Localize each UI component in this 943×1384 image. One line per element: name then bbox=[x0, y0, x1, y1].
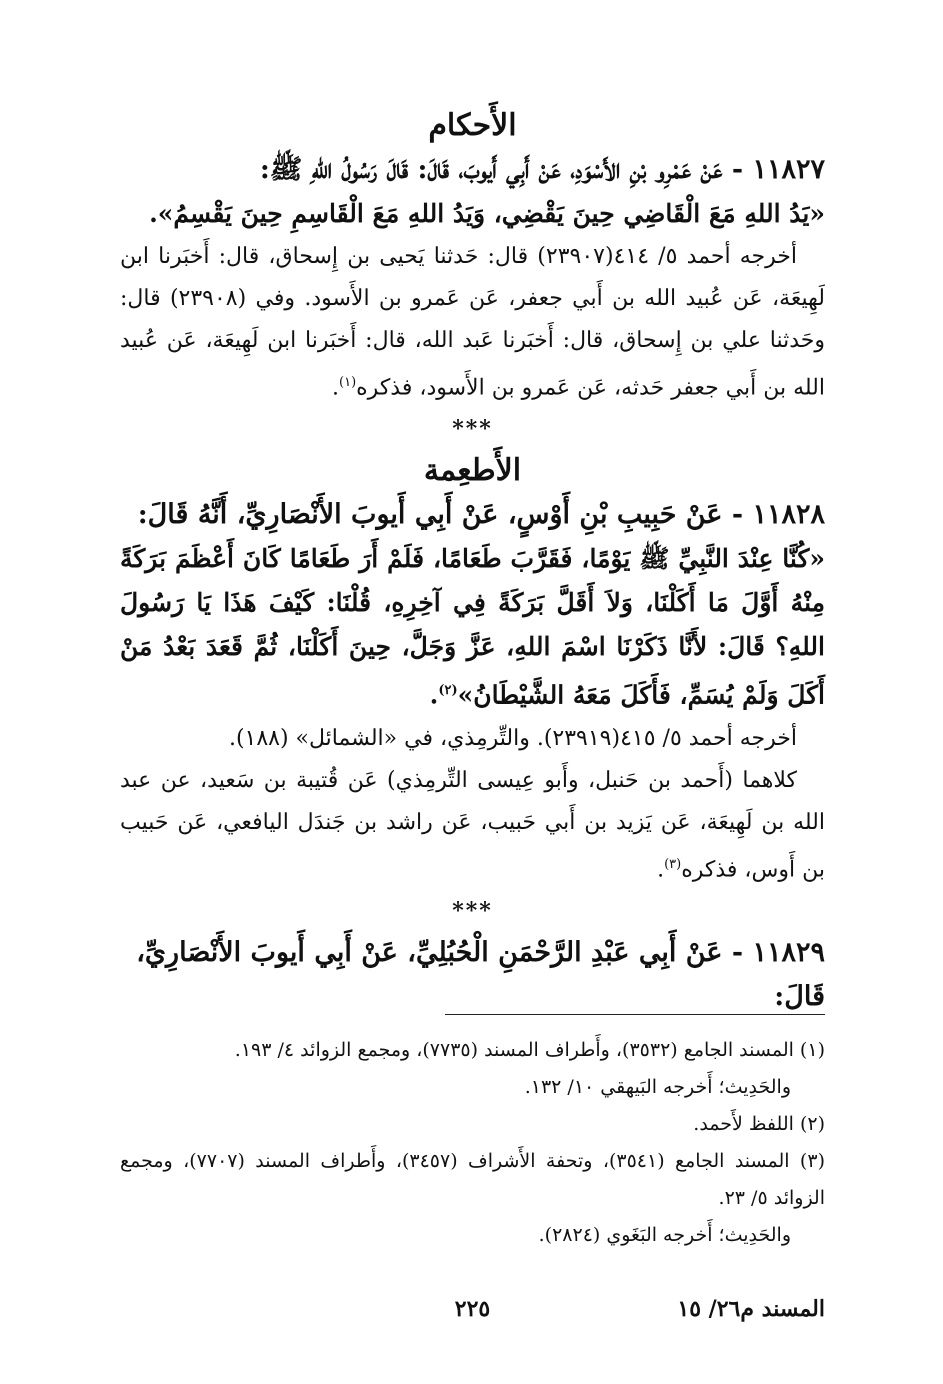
hadith-number: ١١٨٢٨ - bbox=[731, 499, 825, 531]
takhrij-body: أخرجه أحمد ٥/ ٤١٤(٢٣٩٠٧) قال: حَدثنا يَحيى بن إِسحاق، قال: أَخبَرنا ابن لَهِيعَة، عَن عُبيد الله بن أَبي جعفر، عَن عَمرو بن الأَسود. وفي (٢٣٩٠٨) قال: وحَدثنا علي بن إِسحاق، قال: أَخبَرنا عَبد الله، قال: أَخبَرنا ابن لَهِيعَة، عَن عُبيد الله بن أَبي جعفر حَدثه، عَن عَمرو بن الأَسود، فذكره bbox=[120, 244, 825, 401]
hadith-11829-head bbox=[120, 931, 825, 1019]
footnote-1: (١) المسند الجامع (٣٥٣٢)، وأَطراف المسند (٧٧٣٥)، ومجمع الزوائد ٤/ ١٩٣. bbox=[234, 1039, 825, 1061]
footnotes bbox=[120, 1032, 825, 1254]
footnote-ref-3: (٣) bbox=[664, 856, 682, 872]
hadith-matn: «كُنَّا عِنْدَ النَّبِيِّ ﷺ يَوْمًا، فَقَرَّبَ طَعَامًا، فَلَمْ أَرَ طَعَامًا كَانَ أَعْظَمَ بَرَكَةً مِنْهُ أَوَّلَ مَا أَكَلْنَا، وَلاَ أَقَلَّ بَرَكَةً فِي آخِرِهِ، قُلْنَا: كَيْفَ هَذَا يَا رَسُولَ اللهِ؟ قَالَ: لأَنَّا ذَكَرْنَا اسْمَ اللهِ، عَزَّ وَجَلَّ، حِينَ أَكَلْنَا، ثُمَّ قَعَدَ بَعْدُ مَنْ أَكَلَ وَلَمْ يُسَمِّ، فَأَكَلَ مَعَهُ الشَّيْطَانُ»$^{(٢)}$. bbox=[120, 544, 825, 710]
page bbox=[120, 104, 825, 1344]
footnote-1-cont: والحَدِيث؛ أَخرجه البَيهقي ١٠/ ١٣٢. bbox=[524, 1076, 791, 1098]
section-heading-ahkam: الأَحكام bbox=[428, 108, 517, 143]
takhrij-body: كلاهما (أَحمد بن حَنبل، وأَبو عِيسى التِّرمِذي) عَن قُتيبة بن سَعيد، عن عبد الله بن لَهِيعَة، عَن يَزيد بن أَبي حَبيب، عَن راشد بن جَندَل اليافعي، عَن حَبيب بن أَوس، فذكره bbox=[120, 767, 825, 882]
footnote-divider bbox=[445, 1014, 825, 1015]
hadith-isnad: عَنْ عَمْرِو بْنِ الأَسْوَدِ، عَنْ أَبِي أَيوبَ، قَالَ: قَالَ رَسُولُ اللهِ ﷺ: bbox=[259, 154, 723, 185]
hadith-number: ١١٨٢٧ - bbox=[731, 154, 825, 185]
hadith-matn-body: «كُنَّا عِنْدَ النَّبِيِّ ﷺ يَوْمًا، فَقَرَّبَ طَعَامًا، فَلَمْ أَرَ طَعَامًا كَانَ أَعْظَمَ بَرَكَةً مِنْهُ أَوَّلَ مَا أَكَلْنَا، وَلاَ أَقَلَّ بَرَكَةً فِي آخِرِهِ، قُلْنَا: كَيْفَ هَذَا يَا رَسُولَ اللهِ؟ قَالَ: لأَنَّا ذَكَرْنَا اسْمَ اللهِ، عَزَّ وَجَلَّ، حِينَ أَكَلْنَا، ثُمَّ قَعَدَ بَعْدُ مَنْ أَكَلَ وَلَمْ يُسَمِّ، فَأَكَلَ مَعَهُ الشَّيْطَانُ» bbox=[120, 544, 825, 710]
takhrij-text: أخرجه أحمد ٥/ ٤١٥(٢٣٩١٩). والتِّرمِذي، في «الشمائل» (١٨٨). bbox=[228, 725, 797, 751]
footnote-ref-1: (١) bbox=[339, 375, 357, 390]
section-heading-atima: الأَطعِمة bbox=[423, 453, 522, 489]
footnote-3: (٣) المسند الجامع (٣٥٤١)، وتحفة الأَشراف (٣٤٥٧)، وأَطراف المسند (٧٧٠٧)، ومجمع الزوائد ٥/ ٢٣. bbox=[120, 1150, 825, 1209]
footnote-ref-2: (٢) bbox=[438, 683, 458, 699]
signature-mark: المسند م٢٦/ ١٥ bbox=[677, 1296, 825, 1322]
takhrij-text-2: كلاهما (أَحمد بن حَنبل، وأَبو عِيسى التِّرمِذي) عَن قُتيبة بن سَعيد، عن عبد الله بن لَهِيعَة، عَن يَزيد بن أَبي حَبيب، عَن راشد بن جَندَل اليافعي، عَن حَبيب بن أَوس، فذكره$^{(٣)}$. bbox=[120, 767, 825, 882]
page-number: ٢٢٥ bbox=[454, 1296, 491, 1322]
hadith-number: ١١٨٢٩ - bbox=[731, 936, 825, 968]
footnote-2: (٢) اللفظ لأَحمد. bbox=[693, 1113, 825, 1135]
takhrij-text: أخرجه أحمد ٥/ ٤١٤(٢٣٩٠٧) قال: حَدثنا يَحيى بن إِسحاق، قال: أَخبَرنا ابن لَهِيعَة، عَن عُبيد الله بن أَبي جعفر، عَن عَمرو بن الأَسود. وفي (٢٣٩٠٨) قال: وحَدثنا علي بن إِسحاق، قال: أَخبَرنا عَبد الله، قال: أَخبَرنا ابن لَهِيعَة، عَن عُبيد الله بن أَبي جعفر حَدثه، عَن عَمرو بن الأَسود، فذكره$^{(١)}$. bbox=[120, 244, 825, 401]
separator-stars: *** bbox=[452, 897, 493, 924]
hadith-11827-head bbox=[120, 148, 825, 192]
hadith-11828-head bbox=[120, 493, 825, 537]
separator-stars: *** bbox=[452, 416, 493, 443]
hadith-isnad: عَنْ حَبِيبِ بْنِ أَوْسٍ، عَنْ أَبِي أَيوبَ الأَنْصَارِيِّ، أَنَّهُ قَالَ: bbox=[137, 499, 723, 531]
footnote-3-cont: والحَدِيث؛ أَخرجه البَغَوي (٢٨٢٤). bbox=[538, 1224, 791, 1246]
hadith-matn: «يَدُ اللهِ مَعَ الْقَاضِي حِينَ يَقْضِي، وَيَدُ اللهِ مَعَ الْقَاسِمِ حِينَ يَقْسِمُ». bbox=[149, 199, 825, 228]
hadith-isnad: عَنْ أَبِي عَبْدِ الرَّحْمَنِ الْحُبُلِيِّ، عَنْ أَبِي أَيوبَ الأَنْصَارِيِّ، قَالَ: bbox=[136, 936, 825, 1012]
